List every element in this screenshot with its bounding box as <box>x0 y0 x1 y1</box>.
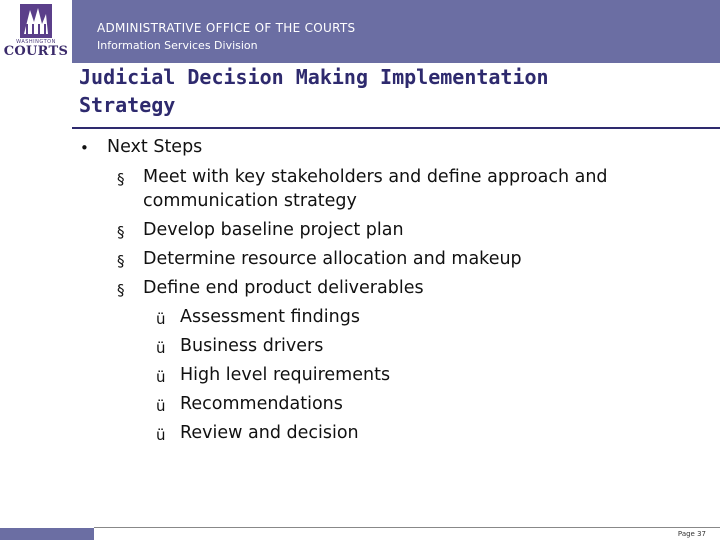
footer-divider <box>94 527 720 528</box>
check-item: Recommendations <box>180 394 343 414</box>
slide-title-line-1: Judicial Decision Making Implementation <box>79 65 549 89</box>
check-item: Review and decision <box>180 423 359 443</box>
check-item: Business drivers <box>180 336 324 356</box>
check-marker: ü <box>156 339 166 357</box>
check-marker: ü <box>156 368 166 386</box>
check-marker: ü <box>156 397 166 415</box>
org-name: ADMINISTRATIVE OFFICE OF THE COURTS <box>97 21 356 35</box>
page-number: Page 37 <box>677 530 706 538</box>
check-marker: ü <box>156 310 166 328</box>
list-item: Meet with key stakeholders and define approach and <box>143 167 608 187</box>
check-marker: ü <box>156 426 166 444</box>
list-item: Develop baseline project plan <box>143 220 404 240</box>
division-name: Information Services Division <box>97 39 258 52</box>
bullet-marker: • <box>80 139 89 157</box>
logo-courts-text: COURTS <box>3 44 69 59</box>
list-item: Define end product deliverables <box>143 278 424 298</box>
bullet-next-steps: Next Steps <box>107 137 203 157</box>
square-marker: § <box>117 252 125 270</box>
footer-panel <box>94 528 720 540</box>
square-marker: § <box>117 170 125 188</box>
check-item: Assessment findings <box>180 307 360 327</box>
square-marker: § <box>117 223 125 241</box>
check-item: High level requirements <box>180 365 391 385</box>
list-item: communication strategy <box>143 191 357 211</box>
list-item: Determine resource allocation and makeup <box>143 249 522 269</box>
slide-title-line-2: Strategy <box>79 93 176 117</box>
square-marker: § <box>117 281 125 299</box>
logo-state-text: WASHINGTON <box>16 39 56 45</box>
